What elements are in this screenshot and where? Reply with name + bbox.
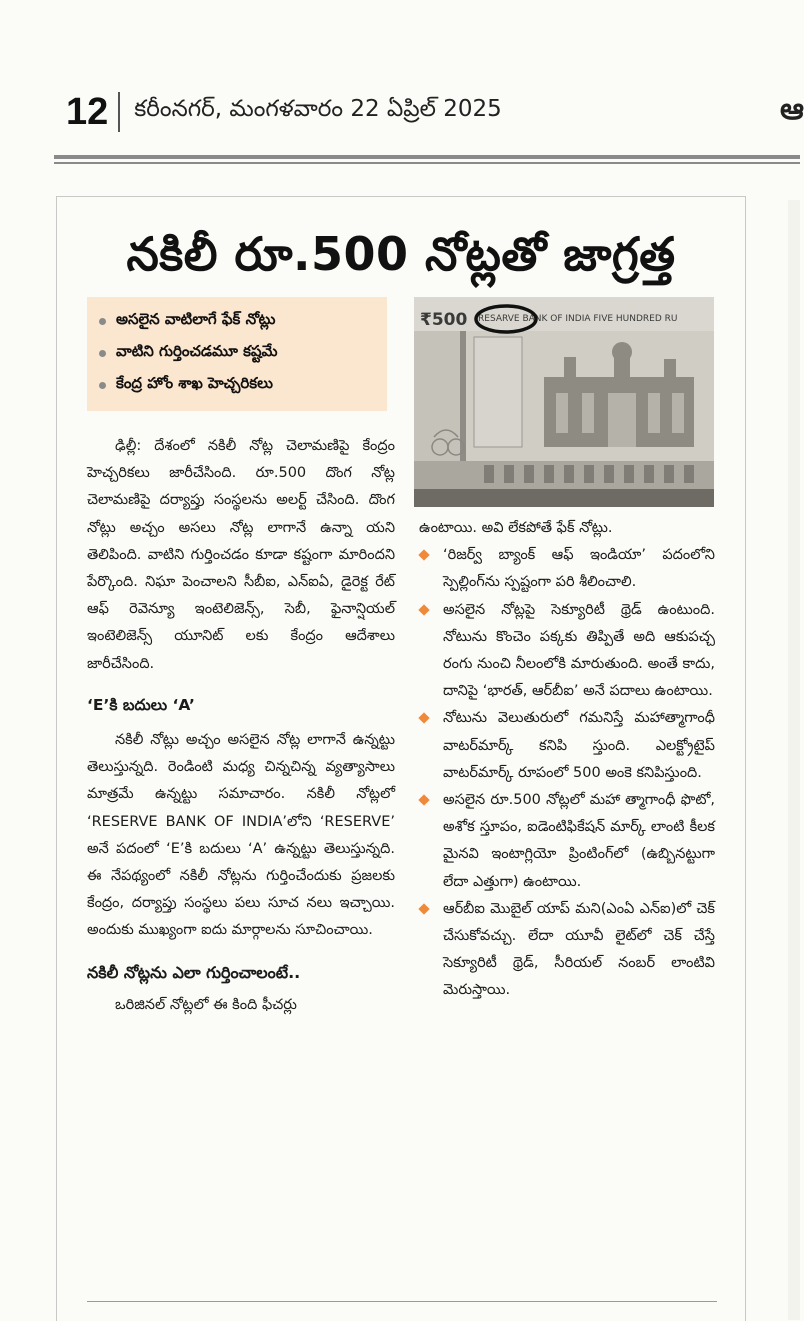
bullet-dot-icon: [99, 350, 106, 357]
diamond-bullet-icon: [418, 604, 429, 615]
article-bottom-rule: [87, 1301, 717, 1302]
masthead-rule-thin: [54, 162, 800, 164]
banknote-illustration: [414, 297, 714, 507]
diamond-bullet-icon: [418, 903, 429, 914]
highlight-item: కేంద్ర హోం శాఖ హెచ్చరికలు: [99, 369, 375, 401]
diamond-bullet-icon: [418, 794, 429, 805]
subheading-how-to-identify: నకిలీ నోట్లను ఎలా గుర్తించాలంటే..: [87, 962, 301, 982]
page-number: 12: [66, 90, 109, 133]
masthead-separator: [118, 92, 120, 132]
masthead: [66, 88, 502, 136]
article-column-right: [419, 515, 715, 1005]
masthead-right-fragment: ఆ: [780, 92, 804, 127]
bullet-dot-icon: [99, 382, 106, 389]
intro-paragraph: ఢిల్లీ: దేశంలో నకిలీ నోట్ల చెలామణిపై కేంద్రం హెచ్చరికలు జారీచేసింది. రూ.500 దొంగ నోట్ల చెలామణిపై దర్యాప్తు సంస్థలను అలర్ట్ చేసింది. దొంగ నోట్లు అచ్చం అసలు నోట్ల లాగానే ఉన్నా యని తెలిపింది. వాటిని గుర్తించడం కూడా కష్టంగా మారిందని పేర్కొంది. నిఘా పెంచాలని సీబీఐ, ఎన్ఐఏ, డైరెక్ట రేట్ ఆఫ్ రెవెన్యూ ఇంటెలిజెన్స్, సెబీ, ఫైనాన్షియల్ ఇంటెలిజెన్స్ యూనిట్ లకు కేంద్రం ఆదేశాలు జారీచేసింది.: [87, 438, 395, 672]
note-denomination: ₹500: [420, 310, 468, 330]
identification-points: [419, 542, 715, 1004]
highlight-item: అసలైన వాటిలాగే ఫేక్ నోట్లు: [99, 305, 375, 337]
masthead-rule-thick: [54, 155, 800, 159]
diamond-bullet-icon: [418, 713, 429, 724]
body-paragraph-start: ఒరిజినల్ నోట్లలో ఈ కింది ఫీచర్లు: [115, 996, 297, 1013]
body-paragraph-continued: ఉంటాయి. అవి లేకపోతే ఫేక్ నోట్లు.: [419, 520, 613, 536]
list-item: నోటును వెలుతురులో గమనిస్తే మహాత్మాగాంధీ వాటర్‌మార్క్ కనిపి స్తుంది. ఎలక్ట్రోటైప్ వాటర్‌మార్క్ రూపంలో 500 అంకె కనిపిస్తుంది.: [419, 705, 715, 787]
dateline: కరీంనగర్, మంగళవారం 22 ఏప్రిల్ 2025: [134, 96, 502, 122]
headline: నకిలీ రూ.500 నోట్లతో జాగ్రత్త: [126, 227, 676, 281]
list-item: అసలైన నోట్లపై సెక్యూరిటీ థ్రెడ్ ఉంటుంది. నోటును కొంచెం పక్కకు తిప్పితే అది ఆకుపచ్చ రంగు నుంచి నీలంలోకి మారుతుంది. అంతే కాదు, దానిపై ‘భారత్, ఆర్‌బీఐ’ అనే పదాలు ఉంటాయి.: [419, 597, 715, 706]
banknote-photo: [414, 297, 714, 507]
article: [56, 196, 746, 1321]
highlights-box: [87, 297, 387, 411]
adjacent-column-edge: [788, 200, 800, 1320]
list-item: ఆర్‌బీఐ మొబైల్ యాప్ మని(ఎంఏ ఎన్ఐ)లో చెక్ చేసుకోవచ్చు. లేదా యూవీ లైట్‌లో చెక్ చేస్తే సెక్యూరిటీ థ్రెడ్, సీరియల్ నంబర్ లాంటివి మెరుస్తాయి.: [419, 896, 715, 1005]
diamond-bullet-icon: [418, 550, 429, 561]
list-item: ‘రిజర్వ్ బ్యాంక్ ఆఫ్ ఇండియా’ పదంలోని స్పెల్లింగ్‌ను స్పష్టంగా పరి శీలించాలి.: [419, 542, 715, 596]
subheading-e-for-a: ‘E’కి బదులు ‘A’: [87, 695, 195, 714]
body-paragraph: నకిలీ నోట్లు అచ్చం అసలైన నోట్ల లాగానే ఉన్నట్టు తెలుస్తున్నది. రెండింటి మధ్య చిన్నచిన్న వ్యత్యాసాలు మాత్రమే ఉన్నట్టు సమాచారం. నకిలీ నోట్లలో ‘RESERVE BANK OF INDIA’లోని ‘RESERVE’ అనే పదంలో ‘E’కి బదులు ‘A’ ఉన్నట్టు తెలుస్తున్నది. ఈ నేపథ్యంలో నకిలీ నోట్లను గుర్తించేందుకు ప్రజలకు కేంద్రం, దర్యాప్తు సంస్థలు పలు సూచ నలు ఇచ్చాయి. అందుకు ముఖ్యంగా ఐదు మార్గాలను సూచించాయి.: [87, 732, 395, 939]
highlight-item: వాటిని గుర్తించడమూ కష్టమే: [99, 337, 375, 369]
list-item: అసలైన రూ.500 నోట్లలో మహా త్మాగాంధీ ఫొటో, అశోక స్తూపం, ఐడెంటిఫికేషన్ మార్క్ లాంటి కీలక మైనవి ఇంటాగ్లియో ప్రింటింగ్‌లో (ఉబ్బినట్టుగా లేదా ఎత్తుగా) ఉంటాయి.: [419, 787, 715, 896]
bullet-dot-icon: [99, 318, 106, 325]
note-printed-text: RESARVE BANK OF INDIA FIVE HUNDRED RU: [478, 314, 678, 324]
article-column-left: [87, 433, 395, 1019]
